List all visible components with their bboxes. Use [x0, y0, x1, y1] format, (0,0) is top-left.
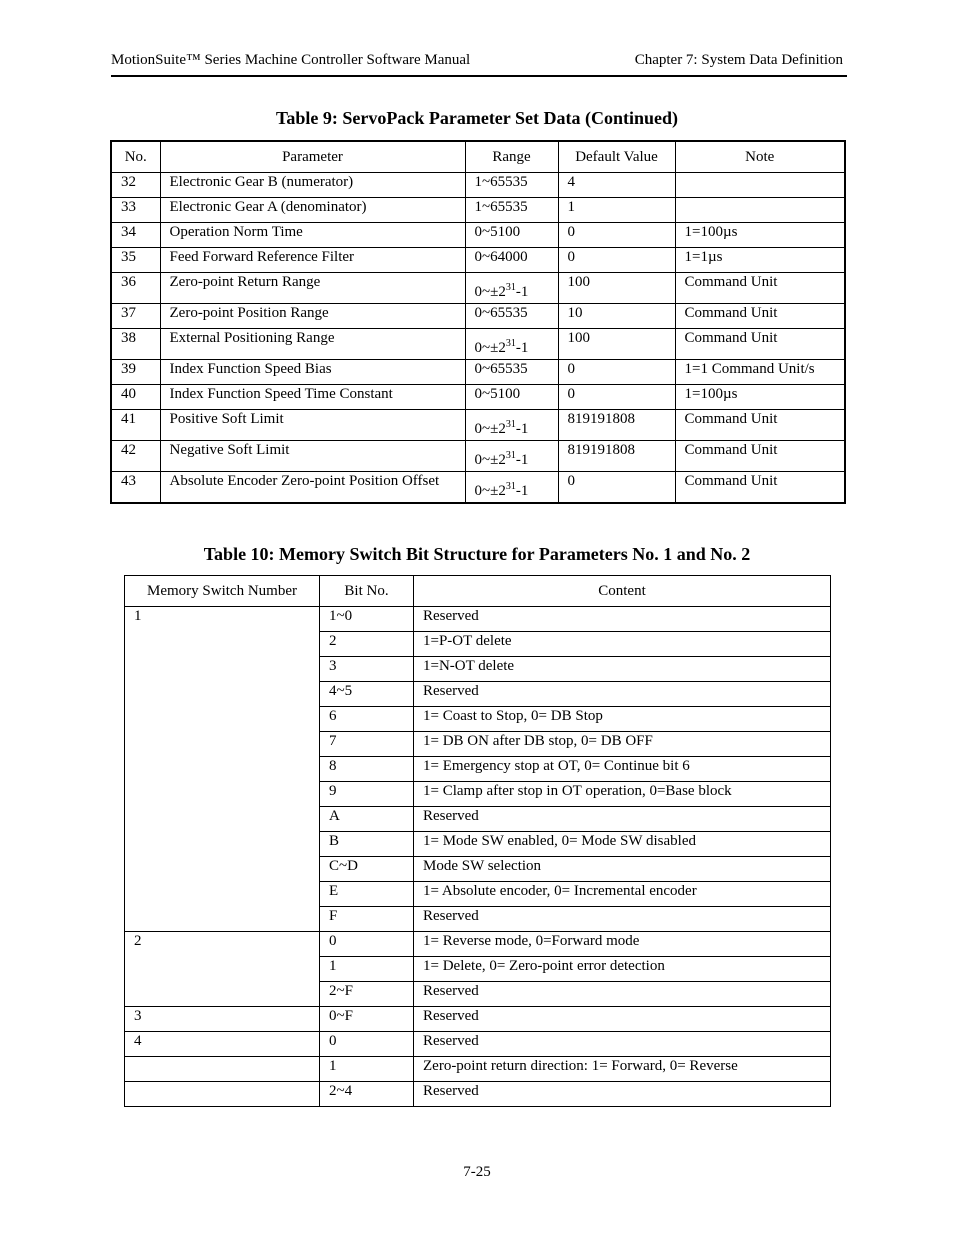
- range-tail: -1: [515, 284, 529, 300]
- bit-content: 1= Delete, 0= Zero-point error detection: [414, 957, 831, 982]
- bit-number: 2: [320, 632, 414, 657]
- column-header: Default Value: [558, 141, 675, 173]
- range-cell: [465, 472, 558, 504]
- memory-switch-number: 1: [125, 607, 320, 932]
- note-cell: Command Unit: [675, 329, 845, 360]
- bit-content: Reserved: [414, 982, 831, 1007]
- parameter-name: Negative Soft Limit: [160, 441, 465, 472]
- bit-content: 1=N-OT delete: [414, 657, 831, 682]
- bit-number: 1: [320, 957, 414, 982]
- bit-content: Reserved: [414, 682, 831, 707]
- bit-content: Reserved: [414, 1032, 831, 1057]
- parameter-name: Electronic Gear A (denominator): [160, 198, 465, 223]
- bit-number: 9: [320, 782, 414, 807]
- bit-content: 1= Absolute encoder, 0= Incremental encoder: [414, 882, 831, 907]
- range-cell: 1~65535: [465, 198, 558, 223]
- parameter-name: Zero-point Position Range: [160, 304, 465, 329]
- row-number: 39: [111, 360, 160, 385]
- table-row: [111, 360, 845, 385]
- range-cell: 1~65535: [465, 173, 558, 198]
- bit-content: Zero-point return direction: 1= Forward, 0= Reverse: [414, 1057, 831, 1082]
- range-tail: -1: [515, 421, 529, 437]
- table9-title: Table 9: ServoPack Parameter Set Data (Continued): [276, 108, 678, 128]
- note-cell: 1=100µs: [675, 385, 845, 410]
- range-cell: [465, 329, 558, 360]
- table-header-row: [111, 141, 845, 173]
- bit-number: A: [320, 807, 414, 832]
- bit-content: Reserved: [414, 1007, 831, 1032]
- row-number: 35: [111, 248, 160, 273]
- bit-content: 1= Clamp after stop in OT operation, 0=Base block: [414, 782, 831, 807]
- range-base: 0~±2: [474, 452, 506, 468]
- table10-title: Table 10: Memory Switch Bit Structure for Parameters No. 1 and No. 2: [203, 544, 751, 564]
- default-value: 1: [558, 198, 675, 223]
- note-cell: [675, 173, 845, 198]
- bit-content: 1= Mode SW enabled, 0= Mode SW disabled: [414, 832, 831, 857]
- default-value: 10: [558, 304, 675, 329]
- row-number: 32: [111, 173, 160, 198]
- bit-content: 1= Emergency stop at OT, 0= Continue bit 6: [414, 757, 831, 782]
- bit-number: 3: [320, 657, 414, 682]
- chapter-title: Chapter 7: System Data Definition: [634, 52, 843, 68]
- bit-number: 4~5: [320, 682, 414, 707]
- column-header: Bit No.: [320, 576, 414, 607]
- table-row: [125, 607, 831, 632]
- page-number: 7-25: [463, 1164, 491, 1180]
- row-number: 38: [111, 329, 160, 360]
- table-row: [111, 441, 845, 472]
- range-base: 0~±2: [474, 483, 506, 499]
- table-row: [111, 198, 845, 223]
- row-number: 37: [111, 304, 160, 329]
- table-row: [111, 385, 845, 410]
- bit-content: 1=P-OT delete: [414, 632, 831, 657]
- default-value: 0: [558, 248, 675, 273]
- bit-number: 1~0: [320, 607, 414, 632]
- range-exponent: 31: [505, 419, 516, 430]
- parameter-name: Feed Forward Reference Filter: [160, 248, 465, 273]
- column-header: Content: [414, 576, 831, 607]
- note-cell: Command Unit: [675, 441, 845, 472]
- row-number: 43: [111, 472, 160, 504]
- table-row: [111, 273, 845, 304]
- default-value: 0: [558, 360, 675, 385]
- range-base: 0~±2: [474, 340, 506, 356]
- default-value: 100: [558, 329, 675, 360]
- table-row: [125, 1007, 831, 1032]
- manual-title: MotionSuite™ Series Machine Controller Software Manual: [111, 52, 471, 68]
- range-tail: -1: [515, 452, 529, 468]
- column-header: Parameter: [160, 141, 465, 173]
- note-cell: 1=1 Command Unit/s: [675, 360, 845, 385]
- memory-switch-number: 2: [125, 932, 320, 1007]
- note-cell: 1=100µs: [675, 223, 845, 248]
- note-cell: Command Unit: [675, 410, 845, 441]
- bit-content: Reserved: [414, 607, 831, 632]
- note-cell: Command Unit: [675, 304, 845, 329]
- bit-number: B: [320, 832, 414, 857]
- row-number: 42: [111, 441, 160, 472]
- range-tail: -1: [515, 340, 529, 356]
- bit-number: 0~F: [320, 1007, 414, 1032]
- column-header: Memory Switch Number: [125, 576, 320, 607]
- bit-number: E: [320, 882, 414, 907]
- row-number: 41: [111, 410, 160, 441]
- table-row: [125, 1032, 831, 1057]
- default-value: 4: [558, 173, 675, 198]
- row-number: 33: [111, 198, 160, 223]
- table-row: [125, 1057, 831, 1082]
- range-cell: [465, 273, 558, 304]
- default-value: 0: [558, 223, 675, 248]
- row-number: 36: [111, 273, 160, 304]
- bit-content: 1= Coast to Stop, 0= DB Stop: [414, 707, 831, 732]
- column-header: No.: [111, 141, 160, 173]
- table-row: [125, 1082, 831, 1107]
- column-header: Range: [465, 141, 558, 173]
- note-cell: 1=1µs: [675, 248, 845, 273]
- range-cell: 0~5100: [465, 385, 558, 410]
- table-row: [125, 932, 831, 957]
- parameter-name: External Positioning Range: [160, 329, 465, 360]
- parameter-name: Absolute Encoder Zero-point Position Offset: [160, 472, 465, 504]
- page-header: [111, 51, 847, 77]
- range-cell: [465, 441, 558, 472]
- range-cell: 0~5100: [465, 223, 558, 248]
- parameter-name: Index Function Speed Bias: [160, 360, 465, 385]
- default-value: 0: [558, 385, 675, 410]
- bit-content: 1= DB ON after DB stop, 0= DB OFF: [414, 732, 831, 757]
- table-row: [111, 223, 845, 248]
- table-row: [111, 248, 845, 273]
- range-cell: [465, 410, 558, 441]
- memory-switch-table: [124, 575, 831, 1107]
- parameter-name: Zero-point Return Range: [160, 273, 465, 304]
- range-base: 0~±2: [474, 284, 506, 300]
- bit-number: C~D: [320, 857, 414, 882]
- bit-number: F: [320, 907, 414, 932]
- bit-content: 1= Reverse mode, 0=Forward mode: [414, 932, 831, 957]
- range-exponent: 31: [505, 450, 516, 461]
- bit-number: 8: [320, 757, 414, 782]
- range-exponent: 31: [505, 481, 516, 492]
- default-value: 0: [558, 472, 675, 504]
- bit-content: Reserved: [414, 1082, 831, 1107]
- parameter-name: Positive Soft Limit: [160, 410, 465, 441]
- bit-content: Reserved: [414, 807, 831, 832]
- range-exponent: 31: [505, 338, 516, 349]
- range-exponent: 31: [505, 282, 516, 293]
- parameter-name: Operation Norm Time: [160, 223, 465, 248]
- table-row: [111, 472, 845, 504]
- row-number: 34: [111, 223, 160, 248]
- bit-number: 7: [320, 732, 414, 757]
- range-tail: -1: [515, 483, 529, 499]
- servopack-parameter-table: [110, 140, 846, 504]
- bit-number: 0: [320, 1032, 414, 1057]
- bit-number: 0: [320, 932, 414, 957]
- range-base: 0~±2: [474, 421, 506, 437]
- memory-switch-number: 4: [125, 1032, 320, 1057]
- range-cell: 0~65535: [465, 304, 558, 329]
- note-cell: Command Unit: [675, 472, 845, 504]
- row-number: 40: [111, 385, 160, 410]
- bit-number: 2~F: [320, 982, 414, 1007]
- table-row: [111, 329, 845, 360]
- default-value: 819191808: [558, 441, 675, 472]
- column-header: Note: [675, 141, 845, 173]
- memory-switch-number: 3: [125, 1007, 320, 1032]
- table-row: [111, 410, 845, 441]
- table-row: [111, 173, 845, 198]
- bit-number: 6: [320, 707, 414, 732]
- note-cell: [675, 198, 845, 223]
- parameter-name: Electronic Gear B (numerator): [160, 173, 465, 198]
- memory-switch-number: [125, 1057, 320, 1082]
- range-cell: 0~64000: [465, 248, 558, 273]
- parameter-name: Index Function Speed Time Constant: [160, 385, 465, 410]
- note-cell: Command Unit: [675, 273, 845, 304]
- bit-number: 2~4: [320, 1082, 414, 1107]
- table-row: [111, 304, 845, 329]
- range-cell: 0~65535: [465, 360, 558, 385]
- bit-number: 1: [320, 1057, 414, 1082]
- memory-switch-number: [125, 1082, 320, 1107]
- table-header-row: [125, 576, 831, 607]
- bit-content: Reserved: [414, 907, 831, 932]
- bit-content: Mode SW selection: [414, 857, 831, 882]
- default-value: 100: [558, 273, 675, 304]
- default-value: 819191808: [558, 410, 675, 441]
